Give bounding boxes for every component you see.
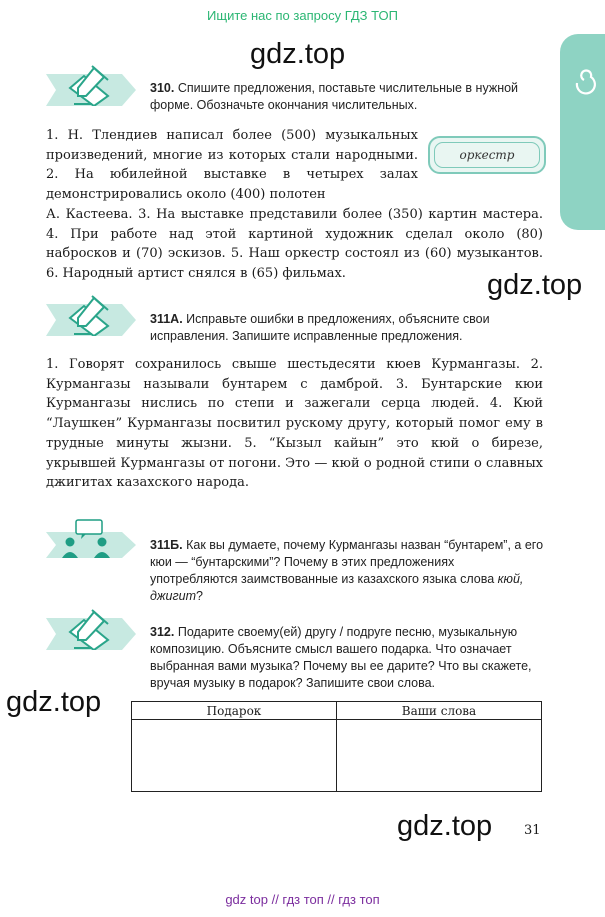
- gift-table: [131, 701, 542, 792]
- exercise-311a-task: [150, 311, 545, 345]
- table-cell[interactable]: [132, 720, 337, 792]
- exercise-number: 311Б.: [150, 538, 183, 552]
- page-number: 31: [524, 823, 541, 838]
- watermark: gdz.top: [6, 686, 102, 718]
- exercise-task-text: Подарите своему(ей) другу / подруге песню, музыкальную композицию. Объясните смысл вашего подарка. Что означает выбранная вами музыка? Почему вы ее дарите? Что вы скажете, вручая музыку в подарок? Запишите свои слова.: [150, 625, 532, 690]
- discussion-icon: [46, 518, 136, 562]
- exercise-task-text: Как вы думаете, почему Курмангазы назван “бунтарем”, а его кюи — “бунтарскими”? Почему в этих предложениях употребляются заимствованные из казахского языка слова: [150, 538, 544, 586]
- table-cell[interactable]: [337, 720, 542, 792]
- exercise-312-task: [150, 624, 545, 692]
- italic-words: кюй, джигит: [150, 572, 524, 603]
- pencil-writing-icon: [46, 606, 136, 654]
- exercise-310-text: А. Кастеева. 3. На выставке представили более (350) картин мастера. 4. При работе над этой картиной художник сделал около (80) набросков и (70) эскизов. 5. Наш оркестр состоял из (60) музыкантов. 6. Народный артист снялся в (65) фильмах.: [46, 207, 543, 282]
- pencil-writing-icon: [46, 62, 136, 110]
- watermark: gdz.top: [397, 810, 493, 842]
- exercise-task-text-end: ?: [196, 589, 203, 603]
- exercise-311a-text: 1. Говорят сохранилось свыше шестьдесяти кюев Курмангазы. 2. Курмангазы называли бунтарем с дамброй. 3. Бунтарские кюи Курмангазы нислись по степи и зажегали серца людей. 4. Кюй “Лаушкен” Курмангазы посвитил рускому другу, который помог ему в трудные минуты жызни. 5. “Кызыл кайын” это кюй о бирезе, укрывшей Курмангазы от погони. Это — кюй о родной стипи о славных джигитах казахского народа.: [46, 357, 543, 491]
- exercise-310-text-part: 1. Н. Тлендиев написал более (500) музыкальных произведений, многие из которых стали народными. 2. На юбилейной выставке в четырех залах демонстрировались около (400) полотен: [46, 128, 418, 203]
- exercise-task-text: Исправьте ошибки в предложениях, объясните свои исправления. Запишите исправленные предложения.: [150, 312, 490, 343]
- exercise-number: 312.: [150, 625, 175, 639]
- exercise-311b-task: [150, 537, 545, 605]
- exercise-task-text: Спишите предложения, поставьте числительные в нужной форме. Обозначьте окончания числительных.: [150, 81, 519, 112]
- watermark: gdz.top: [487, 269, 583, 301]
- bottom-banner[interactable]: gdz top // гдз топ // гдз топ: [225, 892, 380, 907]
- exercise-310-task: [150, 80, 545, 114]
- pencil-writing-icon: [46, 292, 136, 340]
- top-banner[interactable]: Ищите нас по запросу ГДЗ ТОП: [207, 8, 398, 23]
- exercise-number: 311А.: [150, 312, 183, 326]
- vocabulary-badge: [428, 136, 546, 174]
- table-header: Подарок: [132, 702, 337, 720]
- vocabulary-word: оркестр: [434, 142, 540, 168]
- swirl-icon: [560, 54, 605, 114]
- page-corner-tab: [560, 34, 605, 230]
- watermark: gdz.top: [250, 38, 346, 70]
- table-header: Ваши слова: [337, 702, 542, 720]
- exercise-number: 310.: [150, 81, 175, 95]
